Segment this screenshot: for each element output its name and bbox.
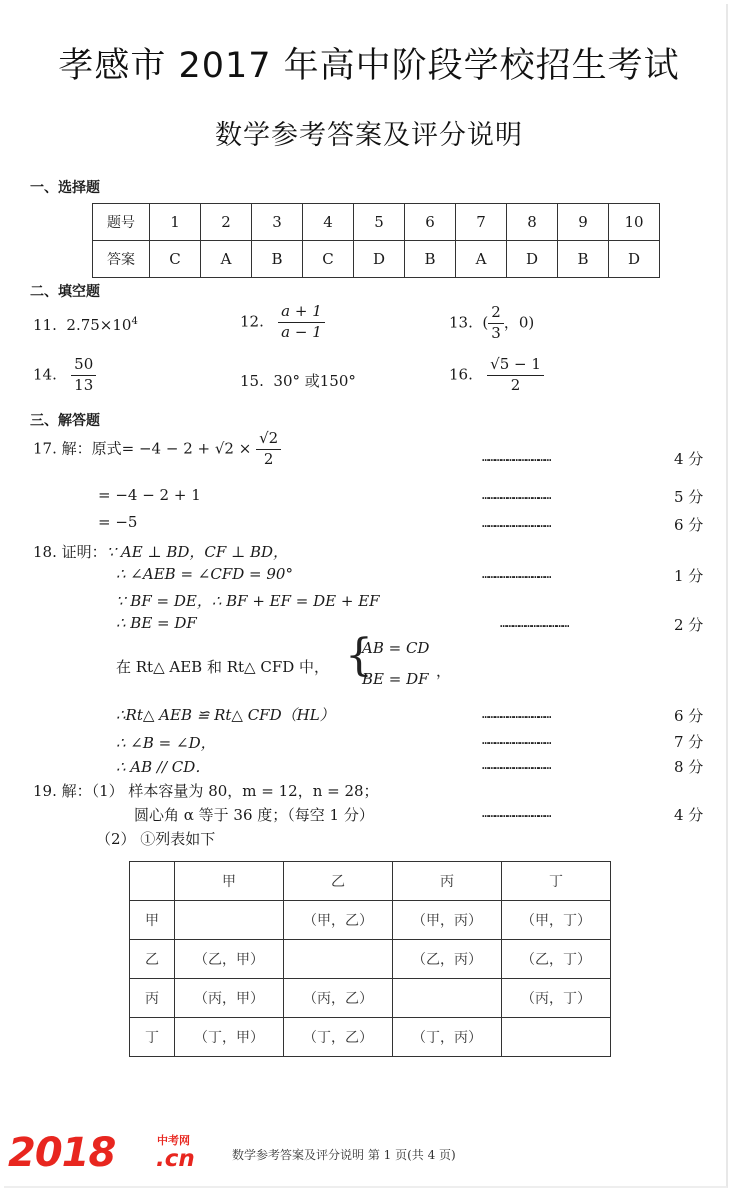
- q13-rest: ，0): [503, 313, 535, 332]
- answer-cell: B: [405, 241, 456, 278]
- q17-line1: [33, 431, 281, 468]
- q16-fraction: [487, 357, 544, 394]
- q18-given: ∵ AE ⊥ BD，CF ⊥ BD，: [106, 543, 288, 561]
- question-number: 10: [609, 204, 660, 241]
- question-number: 6: [405, 204, 456, 241]
- outcome-row: [130, 901, 611, 940]
- choice-answer-table: [92, 203, 660, 278]
- outcome-header-cell: 乙: [284, 862, 393, 901]
- q16-numerator: √5 − 1: [487, 357, 544, 376]
- q11-number: 11.: [33, 316, 57, 334]
- question-number: 3: [252, 204, 303, 241]
- score-leader: ……………………………: [482, 707, 551, 721]
- q19-line1: [33, 780, 379, 801]
- answer-cell: C: [303, 241, 354, 278]
- site-logo-label: 中考网: [157, 1134, 190, 1147]
- q14-number: 14.: [33, 365, 57, 384]
- q18-system-comma: ，: [436, 662, 452, 680]
- outcome-cell: [393, 979, 502, 1018]
- q18-prefix: 18. 证明：: [33, 543, 107, 561]
- outcome-header-cell: 丙: [393, 862, 502, 901]
- system-brace: {: [345, 630, 373, 681]
- outcome-corner-cell: [130, 862, 175, 901]
- q17-line2: = −4 − 2 + 1: [98, 486, 201, 504]
- question-number: 9: [558, 204, 609, 241]
- score-mark: 2 分: [674, 616, 704, 634]
- outcome-cell: [284, 940, 393, 979]
- answer-row: [93, 241, 660, 278]
- q17-frac-denominator: 2: [263, 449, 274, 468]
- outcome-header-cell: 丁: [502, 862, 611, 901]
- q15-number: 15.: [240, 372, 264, 390]
- outcome-cell: （丁，丙）: [393, 1018, 502, 1057]
- q17-original-label: 原式: [91, 439, 122, 458]
- outcome-row-label: 甲: [130, 901, 175, 940]
- answer-cell: D: [354, 241, 405, 278]
- score-leader: ……………………………: [482, 758, 551, 772]
- q13-denominator: 3: [491, 323, 501, 342]
- answer-cell: B: [252, 241, 303, 278]
- question-number-row: [93, 204, 660, 241]
- outcome-cell: （甲，丁）: [502, 901, 611, 940]
- score-leader: ……………………………: [482, 733, 551, 747]
- site-logo-number[interactable]: 2018: [8, 1130, 116, 1176]
- q13-number: 13.: [449, 313, 473, 332]
- answer-cell: D: [507, 241, 558, 278]
- outcome-cell: （甲，乙）: [284, 901, 393, 940]
- q12-fraction: [278, 304, 325, 341]
- q18-system-eq1: AB = CD: [362, 639, 430, 657]
- score-mark: 4 分: [674, 450, 704, 468]
- score-mark: 8 分: [674, 758, 704, 776]
- answer-q14: [33, 357, 96, 394]
- outcome-cell: （甲，丙）: [393, 901, 502, 940]
- q14-fraction: [71, 357, 96, 394]
- answer-cell: D: [609, 241, 660, 278]
- outcome-cell: （乙，丙）: [393, 940, 502, 979]
- q19-line2: 圆心角 α 等于 36 度；（每空 1 分）: [134, 806, 374, 824]
- answer-cell: A: [201, 241, 252, 278]
- q18-line2: ∴ ∠AEB = ∠CFD = 90°: [116, 565, 293, 583]
- q18-line7: ∴ ∠B = ∠D，: [116, 734, 216, 752]
- q18-line8: ∴ AB // CD．: [116, 758, 211, 776]
- outcome-cell: （乙，甲）: [175, 940, 284, 979]
- question-number: 7: [456, 204, 507, 241]
- q15-text: 30° 或150°: [273, 372, 356, 390]
- q16-number: 16.: [449, 365, 473, 384]
- q18-line4: ∴ BE = DF: [116, 614, 197, 632]
- q17-prefix: 17. 解：: [33, 439, 92, 458]
- outcome-cell: （丁，甲）: [175, 1018, 284, 1057]
- outcome-header-row: [130, 862, 611, 901]
- outcome-row-label: 丙: [130, 979, 175, 1018]
- q19-line3: （2） ①列表如下: [96, 830, 216, 848]
- q18-system-eq2: BE = DF: [362, 670, 429, 688]
- outcome-row: [130, 979, 611, 1018]
- score-leader: ……………………………: [482, 567, 551, 581]
- score-mark: 6 分: [674, 707, 704, 725]
- q19-part1: （1） 样本容量为 80，m = 12，n = 28；: [91, 782, 379, 800]
- answer-q11: [33, 316, 138, 334]
- q13-open: (: [482, 313, 489, 332]
- site-logo-domain[interactable]: .cn: [156, 1146, 195, 1172]
- q18-line1: [33, 541, 288, 562]
- q13-fraction: [488, 305, 504, 342]
- q14-numerator: 50: [71, 357, 96, 376]
- q18-line6: ∴Rt△ AEB ≌ Rt△ CFD（HL）: [116, 706, 335, 724]
- q12-denominator: a − 1: [281, 322, 322, 341]
- section-heading-solve: 三、解答题: [30, 413, 100, 429]
- answer-q12: [240, 304, 325, 341]
- q11-base: 2.75×10: [66, 316, 132, 334]
- answer-cell: A: [456, 241, 507, 278]
- score-mark: 1 分: [674, 567, 704, 585]
- outcome-cell: （乙，丁）: [502, 940, 611, 979]
- outcome-cell: [175, 901, 284, 940]
- outcome-cell: （丙，乙）: [284, 979, 393, 1018]
- score-mark: 4 分: [674, 806, 704, 824]
- q14-denominator: 13: [74, 375, 94, 394]
- question-number: 8: [507, 204, 558, 241]
- answer-q13: [449, 305, 534, 342]
- question-number: 2: [201, 204, 252, 241]
- q13-numerator: 2: [488, 305, 504, 324]
- q17-expression: = −4 − 2 + √2 ×: [121, 439, 252, 458]
- score-leader: ……………………………: [482, 806, 551, 820]
- outcome-cell: [502, 1018, 611, 1057]
- row-label-answer: 答案: [93, 241, 150, 278]
- q18-line3: ∵ BF = DE，∴ BF + EF = DE + EF: [116, 592, 380, 610]
- section-heading-fill: 二、填空题: [30, 284, 100, 300]
- q16-denominator: 2: [510, 375, 521, 394]
- score-leader: ……………………………: [500, 616, 569, 630]
- outcome-cell: （丙，甲）: [175, 979, 284, 1018]
- q17-fraction: [256, 431, 281, 468]
- section-heading-choice: 一、选择题: [30, 180, 100, 196]
- outcome-table: [129, 861, 611, 1057]
- row-label-number: 题号: [93, 204, 150, 241]
- question-number: 4: [303, 204, 354, 241]
- page-subtitle: 数学参考答案及评分说明: [215, 120, 523, 151]
- outcome-row-label: 丁: [130, 1018, 175, 1057]
- answer-cell: B: [558, 241, 609, 278]
- page-title: 孝感市 2017 年高中阶段学校招生考试: [58, 46, 680, 86]
- q18-line5: 在 Rt△ AEB 和 Rt△ CFD 中，: [116, 658, 330, 676]
- score-mark: 6 分: [674, 516, 704, 534]
- answer-q15: [240, 370, 356, 391]
- outcome-row: [130, 1018, 611, 1057]
- outcome-cell: （丁，乙）: [284, 1018, 393, 1057]
- outcome-row: [130, 940, 611, 979]
- q19-prefix: 19. 解：: [33, 782, 92, 800]
- q17-frac-numerator: √2: [256, 431, 281, 450]
- outcome-row-label: 乙: [130, 940, 175, 979]
- score-leader: ……………………………: [482, 450, 551, 464]
- question-number: 5: [354, 204, 405, 241]
- q12-numerator: a + 1: [278, 304, 325, 323]
- q11-exponent: 4: [131, 316, 138, 327]
- outcome-cell: （丙，丁）: [502, 979, 611, 1018]
- page-footer: 数学参考答案及评分说明 第 1 页(共 4 页): [232, 1148, 456, 1162]
- answer-q16: [449, 357, 544, 394]
- score-leader: ……………………………: [482, 488, 551, 502]
- score-leader: ……………………………: [482, 516, 551, 530]
- q17-line3: = −5: [98, 513, 138, 531]
- answer-cell: C: [150, 241, 201, 278]
- q12-number: 12.: [240, 312, 264, 331]
- score-mark: 5 分: [674, 488, 704, 506]
- score-mark: 7 分: [674, 733, 704, 751]
- outcome-header-cell: 甲: [175, 862, 284, 901]
- question-number: 1: [150, 204, 201, 241]
